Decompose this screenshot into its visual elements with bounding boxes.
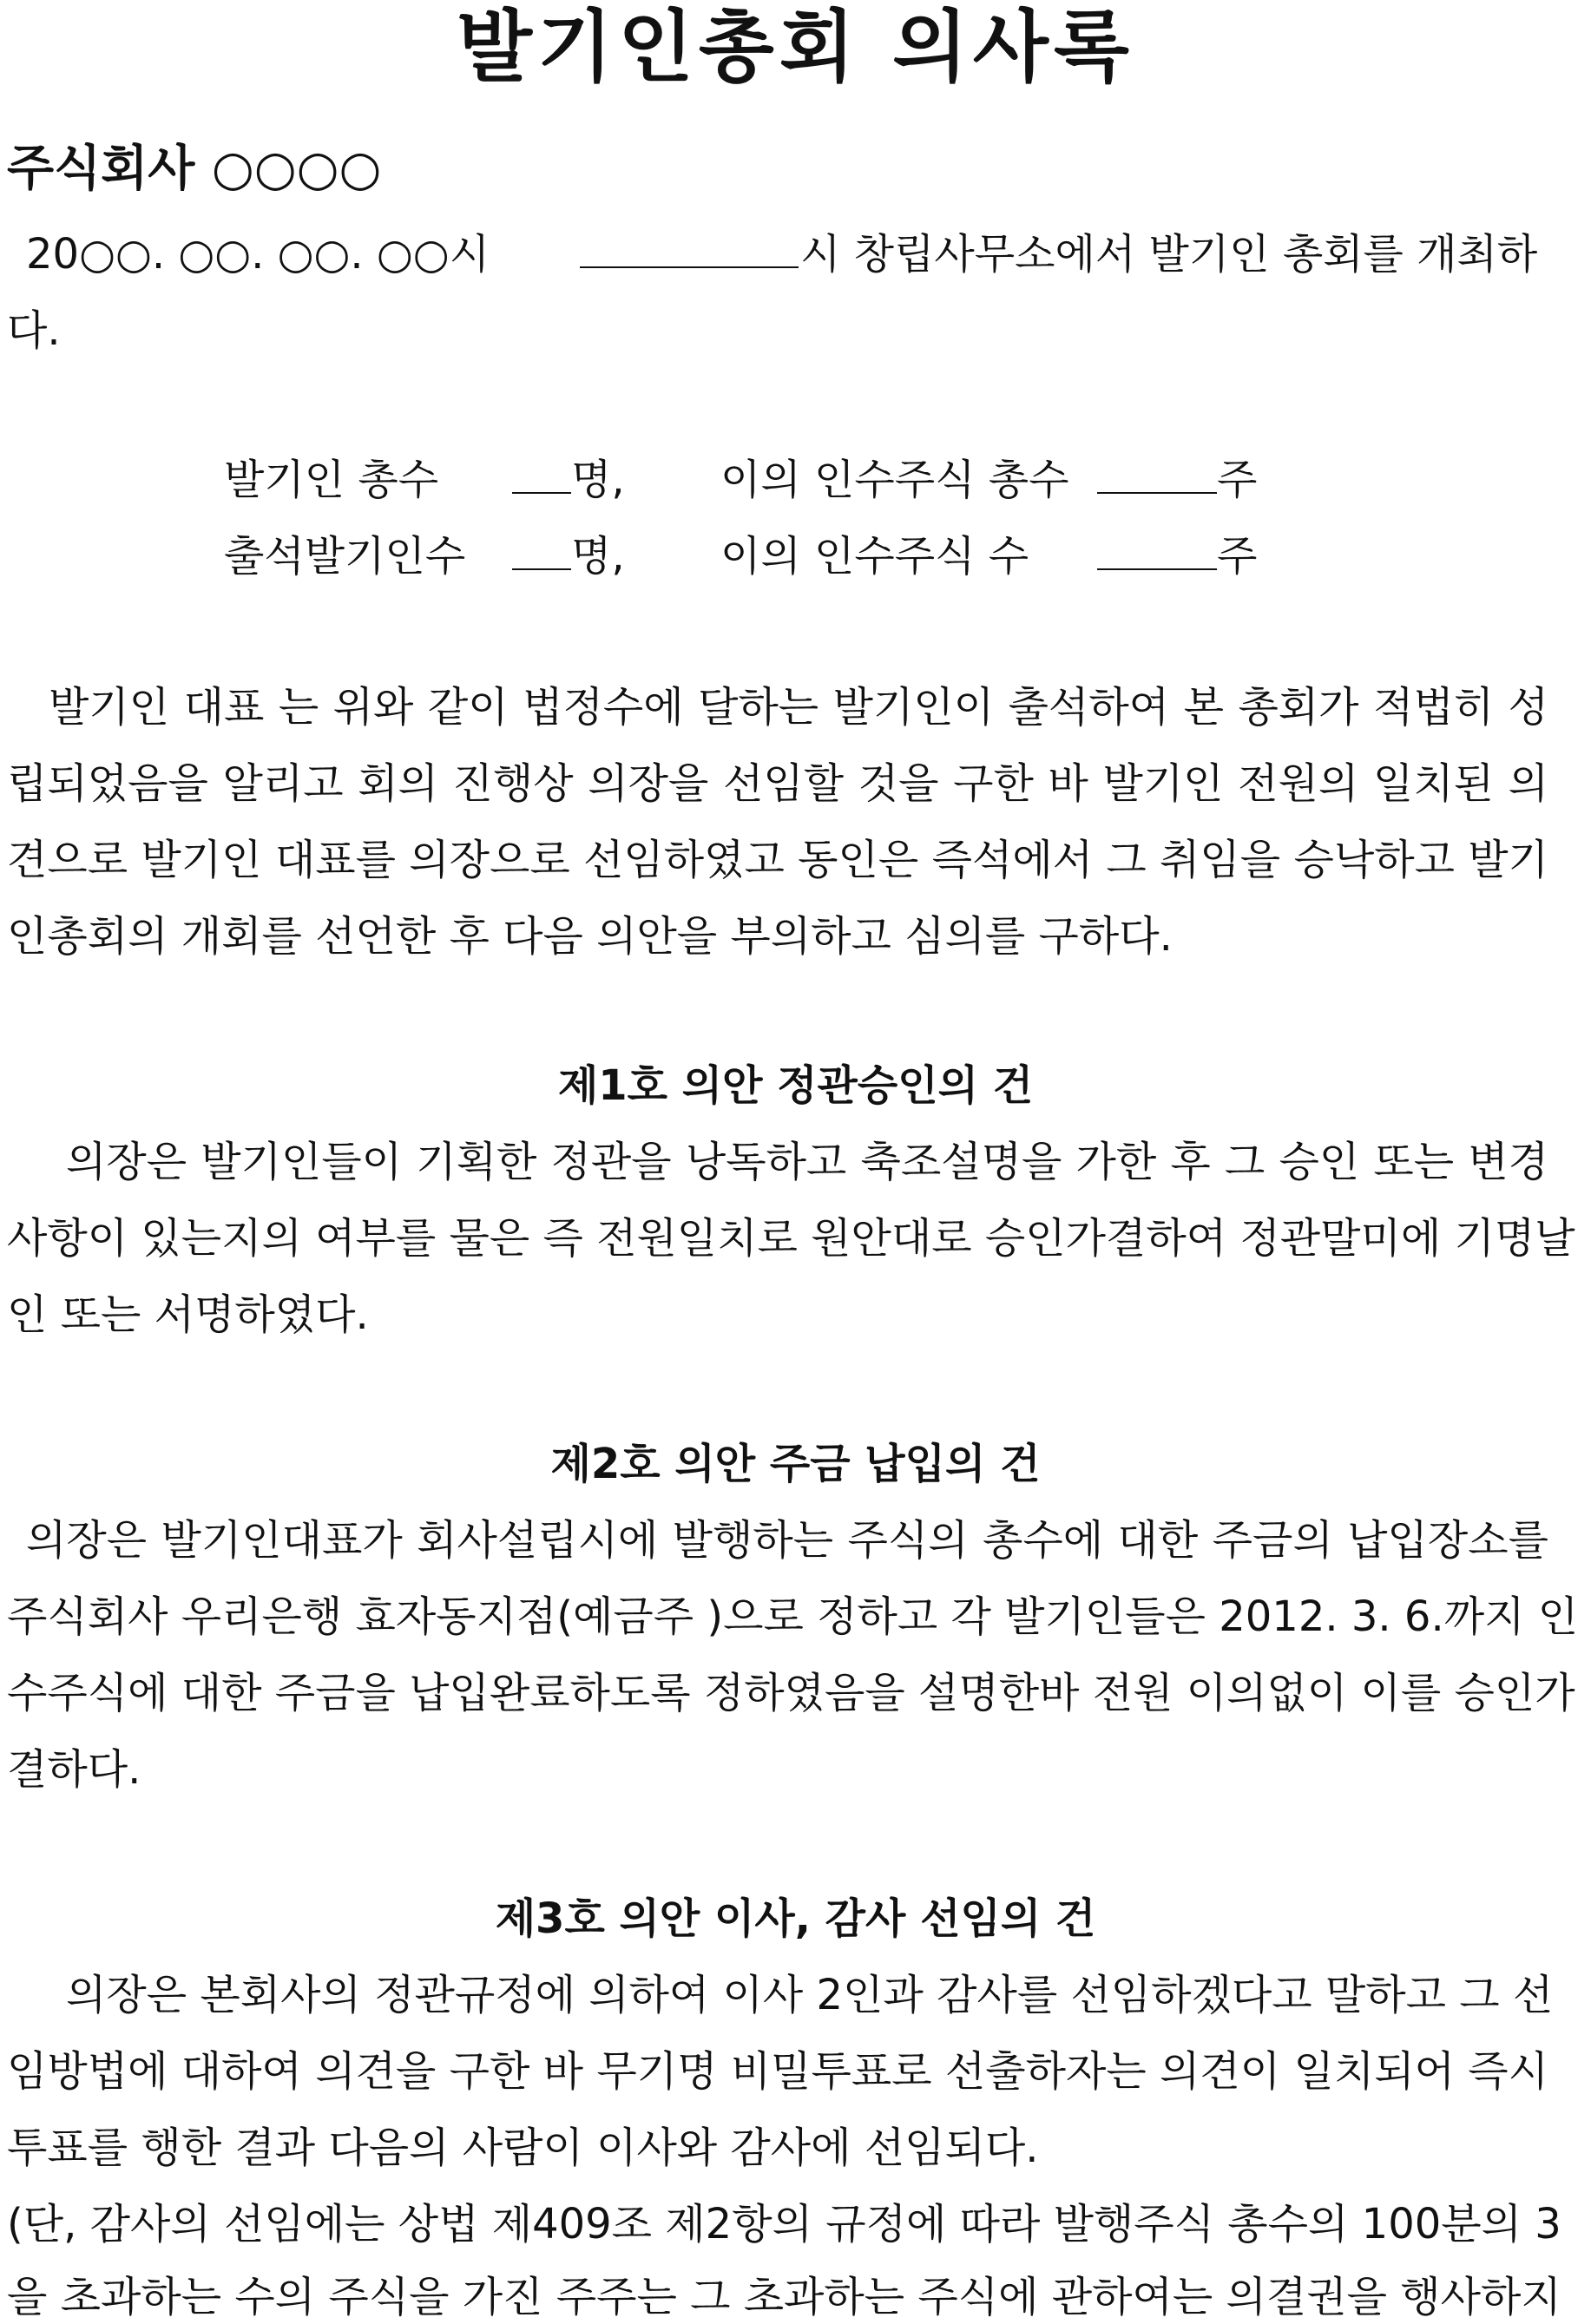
opening-place-suffix: 시 창립사무소에서 발기인 총회를 개최하 [800, 230, 1538, 279]
agenda-3-heading: 제3호 의안 이사, 감사 선임의 건 [495, 1894, 1096, 1943]
total-shares-count [1097, 453, 1257, 507]
document-title: 발기인총회 의사록 [457, 2, 1134, 93]
opening-line-2: 다. [7, 306, 61, 355]
total-promoters-count [512, 453, 625, 507]
agenda-1-line-2: 사항이 있는지의 여부를 물은 즉 전원일치로 원안대로 승인가결하여 정관말미에 기명날 [7, 1214, 1575, 1263]
agenda-1-heading: 제1호 의안 정관승인의 건 [557, 1061, 1034, 1110]
intro-line-1: 발기인 대표 는 위와 같이 법정수에 달하는 발기인이 출석하여 본 총회가 적법히 성 [49, 683, 1548, 732]
total-promoters-unit: 명, [571, 456, 625, 504]
agenda-2-line-4: 결하다. [7, 1745, 141, 1794]
agenda-3-line-5: 을 초과하는 수의 주식을 가진 주주는 그 초과하는 주식에 관하여는 의결권을 행사하지 [7, 2273, 1561, 2321]
agenda-2-line-1: 의장은 발기인대표가 회사설립시에 발행하는 주식의 총수에 대한 주금의 납입장소를 [26, 1516, 1548, 1565]
attending-shares-unit: 주 [1217, 532, 1258, 581]
agenda-3-line-4: (단, 감사의 선임에는 상법 제409조 제2항의 규정에 따라 발행주식 총수의 100분의 3 [7, 2200, 1561, 2249]
agenda-3-line-2: 임방법에 대하여 의견을 구한 바 무기명 비밀투표로 선출하자는 의견이 일치되어 즉시 [7, 2047, 1548, 2096]
opening-datetime: 20○○. ○○. ○○. ○○시 [26, 230, 490, 279]
agenda-1-line-3: 인 또는 서명하였다. [7, 1290, 369, 1339]
opening-place-blank [580, 227, 799, 281]
attending-promoters-count [512, 529, 625, 583]
company-name: 주식회사 ○○○○ [7, 141, 382, 197]
intro-line-4: 인총회의 개회를 선언한 후 다음 의안을 부의하고 심의를 구하다. [7, 912, 1173, 961]
total-shares-label: 이의 인수주식 총수 [720, 456, 1069, 504]
agenda-2-line-2: 주식회사 우리은행 효자동지점(예금주 )으로 정하고 각 발기인들은 2012. 3. 6.까지 인 [7, 1592, 1579, 1641]
total-shares-unit: 주 [1217, 456, 1258, 504]
agenda-2-heading: 제2호 의안 주금 납입의 건 [550, 1440, 1041, 1488]
agenda-3-line-3: 투표를 행한 결과 다음의 사람이 이사와 감사에 선임되다. [7, 2124, 1039, 2172]
attending-shares-label: 이의 인수주식 수 [720, 532, 1029, 581]
agenda-2-line-3: 수주식에 대한 주금을 납입완료하도록 정하였음을 설명한바 전원 이의없이 이를 승인가 [7, 1669, 1575, 1717]
attending-promoters-label: 출석발기인수 [224, 532, 466, 581]
attending-promoters-unit: 명, [571, 532, 625, 581]
intro-line-3: 견으로 발기인 대표를 의장으로 선임하였고 동인은 즉석에서 그 취임을 승낙하고 발기 [7, 836, 1548, 884]
agenda-3-line-1: 의장은 본회사의 정관규정에 의하여 이사 2인과 감사를 선임하겠다고 말하고 그 선 [66, 1971, 1554, 2019]
intro-line-2: 립되었음을 알리고 회의 진행상 의장을 선임할 것을 구한 바 발기인 전원의 일치된 의 [7, 759, 1548, 808]
attending-shares-count [1097, 529, 1257, 583]
agenda-1-line-1: 의장은 발기인들이 기획한 정관을 낭독하고 축조설명을 가한 후 그 승인 또는 변경 [66, 1138, 1548, 1186]
total-promoters-label: 발기인 총수 [224, 456, 439, 504]
